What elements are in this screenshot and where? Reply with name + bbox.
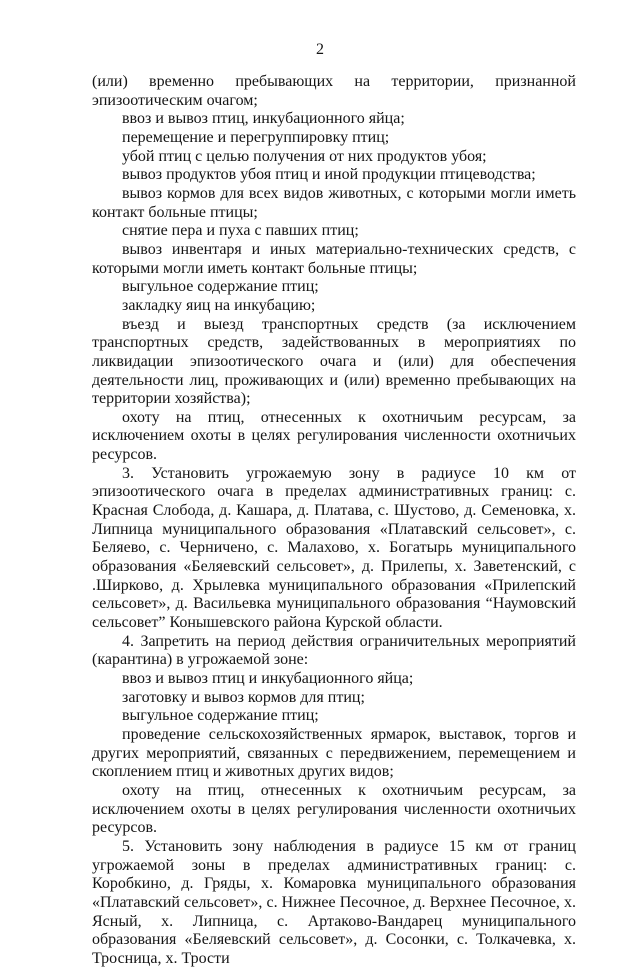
paragraph: (или) временно пребывающих на территории, признанной эпизоотическим очагом; <box>92 73 576 109</box>
paragraph: охоту на птиц, отнесенных к охотничьим ресурсам, за исключением охоты в целях регулирования численности охотничьих ресурсов. <box>92 408 576 464</box>
paragraph: снятие пера и пуха с павших птиц; <box>122 222 359 240</box>
paragraph: заготовку и вывоз кормов для птиц; <box>122 688 365 706</box>
paragraph: выгульное содержание птиц; <box>122 278 319 296</box>
paragraph: закладку яиц на инкубацию; <box>122 296 316 314</box>
paragraph: вывоз продуктов убоя птиц и иной продукции птицеводства; <box>122 166 536 184</box>
document-body <box>92 73 576 969</box>
paragraph: выгульное содержание птиц; <box>122 707 319 725</box>
page-number: 2 <box>316 41 324 58</box>
paragraph: вывоз кормов для всех видов животных, с которыми могли иметь контакт больные птицы; <box>92 184 576 221</box>
paragraph: въезд и выезд транспортных средств (за исключением транспортных средств, задействованных в мероприятиях по ликвидации эпизоотического очага и (или) для обеспечения деятельности лиц, проживающих и (или) временно пребывающих на территории хозяйства); <box>92 315 576 408</box>
paragraph: проведение сельскохозяйственных ярмарок, выставок, торгов и других мероприятий, связанных с передвижением, перемещением и скоплением птиц и животных других видов; <box>92 725 576 781</box>
paragraph: 3. Установить угрожаемую зону в радиусе 10 км от эпизоотического очага в пределах административных границ: с. Красная Слобода, д. Кашара, д. Платава, с. Шустово, д. Семеновка, х. Липница муниципального образования «Платавский сельсовет», с. Беляево, с. Черничено, с. Малахово, х. Богатырь муниципального образования «Беляевский сельсовет», д. Прилепы, х. Заветенский, с .Ширково, д. Хрылевка муниципального образования «Прилепский сельсовет», д. Васильевка муниципального образования “Наумовский сельсовет” Конышевского района Курской области. <box>92 464 576 632</box>
paragraph: ввоз и вывоз птиц, инкубационного яйца; <box>122 110 405 128</box>
paragraph: 4. Запретить на период действия ограничительных мероприятий (карантина) в угрожаемой зоне: <box>92 632 576 669</box>
paragraph: охоту на птиц, отнесенных к охотничьим ресурсам, за исключением охоты в целях регулирования численности охотничьих ресурсов. <box>92 781 576 837</box>
paragraph: ввоз и вывоз птиц и инкубационного яйца; <box>122 670 414 687</box>
paragraph: убой птиц с целью получения от них продуктов убоя; <box>122 147 487 165</box>
paragraph: 5. Установить зону наблюдения в радиусе 15 км от границ угрожаемой зоны в пределах административных границ: с. Коробкино, д. Гряды, х. Комаровка муниципального образования «Платавский сельсовет», с. Нижнее Песочное, д. Верхнее Песочное, х. Ясный, х. Липница, с. Артаково-Вандарец муниципального образования «Беляевский сельсовет», д. Сосонки, с. Толкачевка, х. Тросница, х. Трости <box>92 837 576 967</box>
paragraph: перемещение и перегруппировку птиц; <box>122 128 390 146</box>
paragraph: вывоз инвентаря и иных материально-технических средств, с которыми могли иметь контакт больные птицы; <box>92 240 576 277</box>
